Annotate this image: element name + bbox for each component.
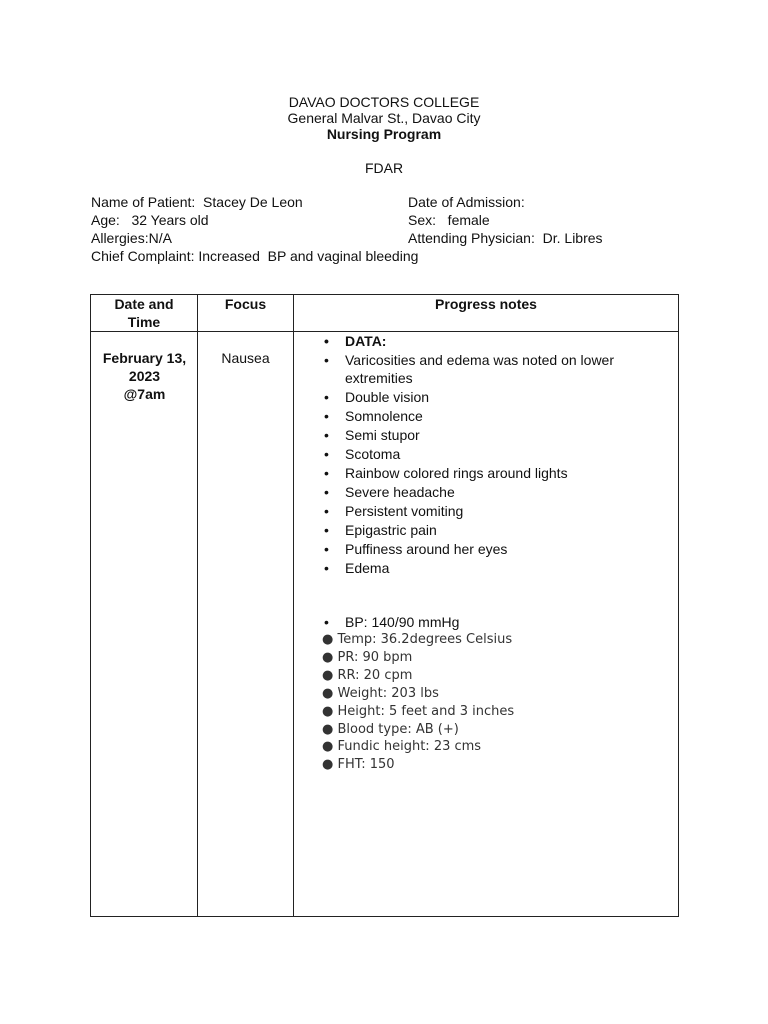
vital-sign-item: ● RR: 20 cpm — [322, 667, 413, 683]
data-item: • Severe headache — [322, 483, 662, 501]
table-column-divider-1 — [197, 294, 198, 917]
attending-physician: Attending Physician: Dr. Libres — [408, 230, 603, 246]
entry-date-line2: 2023 — [128, 368, 161, 384]
column-header-focus: Focus — [224, 296, 267, 312]
vital-sign-item: ● Weight: 203 lbs — [322, 685, 439, 701]
vital-sign-item: ● FHT: 150 — [322, 757, 395, 773]
vital-sign-item: ● PR: 90 bpm — [322, 649, 413, 665]
entry-time: @7am — [123, 386, 166, 402]
data-item: • Semi stupor — [322, 426, 662, 444]
data-item: • Varicosities and edema was noted on lower extremities — [322, 351, 662, 387]
vital-sign-item: ● Temp: 36.2degrees Celsius — [322, 632, 513, 647]
table-border-left — [90, 294, 91, 917]
table-border-right — [678, 294, 679, 917]
vital-signs-list — [322, 631, 514, 774]
data-heading: • DATA: — [322, 332, 662, 350]
entry-date-time — [92, 349, 197, 403]
column-header-progress-notes: Progress notes — [435, 296, 537, 312]
data-item: • Edema — [322, 559, 662, 577]
entry-date-line1: February 13, — [102, 350, 187, 366]
institution-name: DAVAO DOCTORS COLLEGE — [288, 94, 480, 110]
table-border-bottom — [90, 916, 679, 917]
date-of-admission: Date of Admission: — [408, 194, 525, 210]
data-item: • Puffiness around her eyes — [322, 540, 662, 558]
data-item: • Rainbow colored rings around lights — [322, 464, 662, 482]
data-item: • Somnolence — [322, 407, 662, 425]
data-item: • Double vision — [322, 388, 662, 406]
institution-address: General Malvar St., Davao City — [287, 110, 481, 126]
vital-sign-item: ● Blood type: AB (+) — [322, 721, 459, 737]
table-column-divider-2 — [293, 294, 294, 917]
data-item: • Persistent vomiting — [322, 502, 662, 520]
blood-pressure-item: • BP: 140/90 mmHg — [322, 613, 662, 631]
form-title: FDAR — [364, 160, 404, 176]
vital-sign-item: ● Fundic height: 23 cms — [322, 739, 482, 755]
column-header-date-line1: Date and — [114, 296, 174, 312]
patient-age: Age: 32 Years old — [91, 212, 209, 228]
column-header-date-time — [91, 295, 197, 331]
data-findings-list — [322, 332, 662, 578]
vital-sign-item: ● Height: 5 feet and 3 inches — [322, 703, 515, 719]
patient-allergies: Allergies:N/A — [91, 230, 172, 246]
patient-name: Name of Patient: Stacey De Leon — [91, 194, 303, 210]
program-name: Nursing Program — [326, 126, 442, 142]
column-header-date-line2: Time — [127, 314, 161, 330]
data-item: • Epigastric pain — [322, 521, 662, 539]
chief-complaint: Chief Complaint: Increased BP and vaginal bleeding — [91, 248, 419, 264]
data-item: • Scotoma — [322, 445, 662, 463]
entry-focus: Nausea — [221, 350, 270, 366]
patient-sex: Sex: female — [408, 212, 490, 228]
